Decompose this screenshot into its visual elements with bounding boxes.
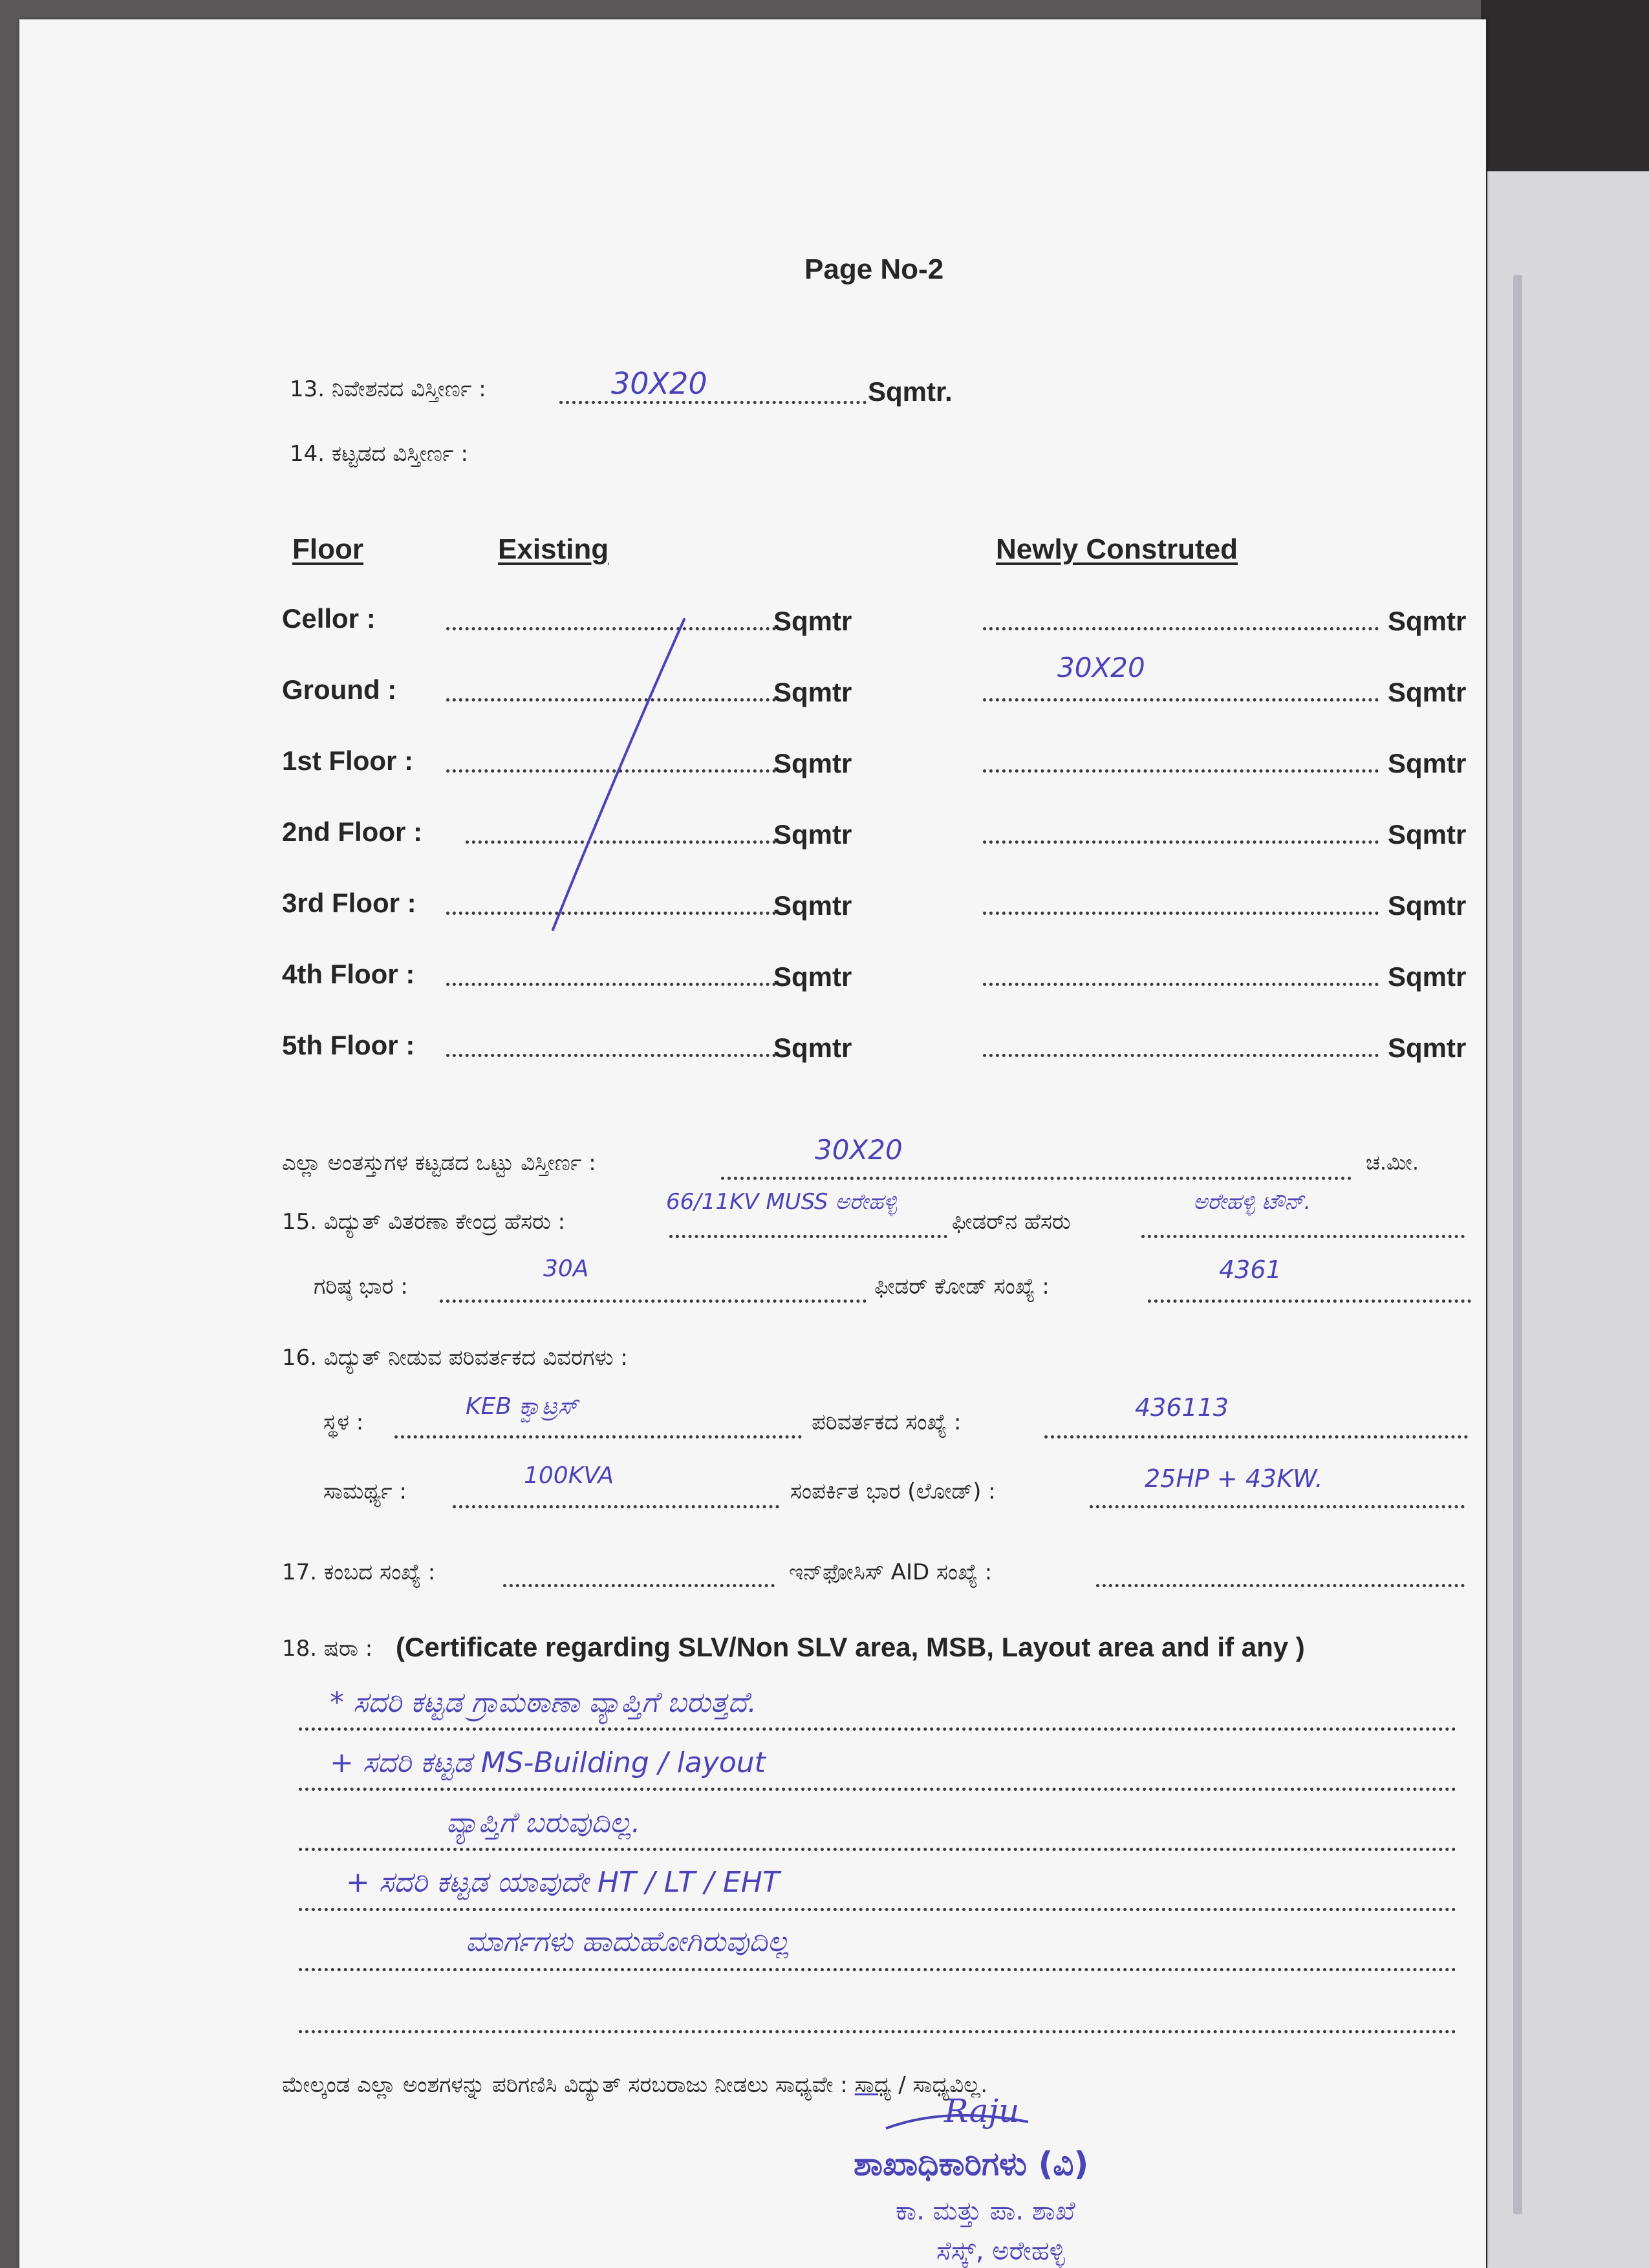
max-load-dotted-line [440,1300,867,1303]
connected-load-label: ಸಂಪರ್ಕಿತ ಭಾರ (ಲೋಡ್) : [790,1479,996,1504]
q13-value: 30X20 [611,366,707,401]
conclusion-text [282,2074,987,2096]
existing-dotted-line [446,698,776,701]
stamp-office: ಕಾ. ಮತ್ತು ಪಾ. ಶಾಖೆ [896,2196,1075,2226]
capacity-dotted-line [453,1505,779,1508]
floor-label: 1st Floor : [282,745,414,776]
feeder-value: ಅರೇಹಳ್ಳಿ ಟೌನ್. [1193,1189,1311,1215]
q15-label: 15. ವಿದ್ಯುತ್ ವಿತರಣಾ ಕೇಂದ್ರ ಹೆಸರು : [282,1209,566,1235]
underlying-page [1487,171,1649,2268]
conclusion-question: ಮೇಲ್ಕಂಡ ಎಲ್ಲಾ ಅಂಶಗಳನ್ನು ಪರಿಗಣಿಸಿ ವಿದ್ಯುತ್ ಸರಬರಾಜು ನೀಡಲು ಸಾಧ್ಯವೇ : [282,2072,848,2098]
q18-label: 18. ಷರಾ : [282,1636,373,1662]
existing-dotted-line [446,912,776,915]
existing-unit: Sqmtr [773,890,852,921]
infosys-aid-dotted-line [1096,1584,1465,1587]
option-possible: ಸಾಧ್ಯ [854,2072,892,2098]
remark-dotted-line [299,2030,1456,2033]
remark-line: ವ್ಯಾಪ್ತಿಗೆ ಬರುವುದಿಲ್ಲ. [446,1806,641,1839]
q17-label: 17. ಕಂಬದ ಸಂಖ್ಯೆ : [282,1559,436,1585]
transformer-no-value: 436113 [1135,1393,1229,1422]
connected-load-value: 25HP + 43KW. [1145,1464,1323,1493]
document-page [19,19,1486,2268]
page-number: Page No-2 [804,253,944,285]
existing-dotted-line [446,1054,776,1057]
q13-dotted-line [559,401,867,404]
remark-dotted-line [299,1788,1456,1791]
existing-dotted-line [466,840,776,844]
capacity-label: ಸಾಮರ್ಥ್ಯ : [323,1479,407,1504]
remark-line: + ಸದರಿ ಕಟ್ಟಡ MS-Building / layout [330,1746,766,1779]
stamp-location: ಸೆಸ್ಕ್, ಅರೇಹಳ್ಳಿ [936,2236,1065,2266]
max-load-value: 30A [543,1256,589,1282]
new-dotted-line [983,627,1379,630]
new-dotted-line [983,840,1379,844]
existing-dotted-line [446,983,776,986]
total-dotted-line [721,1177,1352,1180]
floor-label: 5th Floor : [282,1030,415,1060]
new-unit: Sqmtr [1388,606,1467,636]
existing-unit: Sqmtr [773,606,852,636]
remark-dotted-line [299,1908,1456,1911]
floor-label: Ground : [282,674,397,705]
new-dotted-line [983,1054,1379,1057]
header-floor: Floor [292,533,363,565]
transformer-no-dotted-line [1044,1435,1468,1439]
header-newly-constructed: Newly Construted [996,533,1238,565]
existing-unit: Sqmtr [773,961,852,992]
connected-load-dotted-line [1090,1505,1465,1508]
feeder-dotted-line [1141,1235,1465,1238]
existing-unit: Sqmtr [773,677,852,707]
remark-line: * ಸದರಿ ಕಟ್ಟಡ ಗ್ರಾಮಠಾಣಾ ವ್ಯಾಪ್ತಿಗೆ ಬರುತ್ತದೆ. [330,1686,757,1719]
q13-label: 13. ನಿವೇಶನದ ವಿಸ್ತೀರ್ಣ : [290,376,486,402]
place-dotted-line [394,1435,802,1439]
feeder-code-dotted-line [1148,1300,1471,1303]
floor-label: 2nd Floor : [282,817,422,847]
pole-no-dotted-line [503,1584,775,1587]
new-unit: Sqmtr [1388,677,1467,707]
remark-dotted-line [299,1848,1456,1851]
new-dotted-line [983,912,1379,915]
new-unit: Sqmtr [1388,748,1467,778]
total-area-label: ಎಲ್ಲಾ ಅಂತಸ್ತುಗಳ ಕಟ್ಟಡದ ಒಟ್ಟು ವಿಸ್ತೀರ್ಣ : [282,1150,596,1176]
header-existing: Existing [498,533,609,565]
new-dotted-line [983,698,1379,701]
max-load-label: ಗರಿಷ್ಠ ಭಾರ : [314,1274,408,1300]
q16-label: 16. ವಿದ್ಯುತ್ ನೀಡುವ ಪರಿವರ್ತಕದ ವಿವರಗಳು : [282,1345,628,1371]
station-dotted-line [669,1235,947,1238]
q14-label: 14. ಕಟ್ಟಡದ ವಿಸ್ತೀರ್ಣ : [290,441,468,467]
existing-dotted-line [446,769,776,773]
infosys-aid-label: ಇನ್‌ಫೋಸಿಸ್ AID ಸಂಖ್ಯೆ : [789,1559,993,1585]
feeder-label: ಫೀಡರ್‌ನ ಹೆಸರು [952,1209,1071,1235]
new-unit: Sqmtr [1388,1032,1467,1063]
remark-line: + ಸದರಿ ಕಟ್ಟಡ ಯಾವುದೇ HT / LT / EHT [346,1866,780,1899]
floor-label: 3rd Floor : [282,888,416,918]
q18-certificate-text: (Certificate regarding SLV/Non SLV area, MSB, Layout area and if any ) [396,1632,1305,1662]
option-separator: / [898,2072,906,2098]
new-unit: Sqmtr [1388,819,1467,850]
remark-dotted-line [299,1968,1456,1971]
place-value: KEB ಕ್ವಾಟ್ರಸ್ [466,1393,578,1420]
transformer-no-label: ಪರಿವರ್ತಕದ ಸಂಖ್ಯೆ : [812,1409,962,1435]
remark-line: ಮಾರ್ಗಗಳು ಹಾದುಹೋಗಿರುವುದಿಲ್ಲ [466,1925,790,1958]
existing-unit: Sqmtr [773,748,852,778]
existing-unit: Sqmtr [773,1032,852,1063]
floor-label: 4th Floor : [282,959,415,989]
remark-dotted-line [299,1728,1456,1731]
place-label: ಸ್ಥಳ : [323,1409,364,1435]
stamp-designation: ಶಾಖಾಧಿಕಾರಿಗಳು (ವಿ) [854,2145,1089,2183]
station-value: 66/11KV MUSS ಅರೇಹಳ್ಳಿ [666,1189,898,1215]
feeder-code-label: ಫೀಡರ್ ಕೋಡ್ ಸಂಖ್ಯೆ : [874,1274,1050,1300]
new-dotted-line [983,983,1379,986]
option-not-possible: ಸಾಧ್ಯವಿಲ್ಲ. [912,2072,988,2098]
q13-unit: Sqmtr. [868,376,953,407]
new-value: 30X20 [1057,652,1145,683]
total-area-unit: ಚ.ಮೀ. [1366,1150,1419,1175]
capacity-value: 100KVA [524,1462,614,1489]
new-unit: Sqmtr [1388,961,1467,992]
feeder-code-value: 4361 [1219,1256,1282,1284]
new-dotted-line [983,769,1379,773]
existing-dotted-line [446,627,776,630]
existing-unit: Sqmtr [773,819,852,850]
new-unit: Sqmtr [1388,890,1467,921]
total-area-value: 30X20 [815,1134,903,1166]
page-edge [1513,275,1522,2214]
signature: Raju [944,2092,1020,2130]
floor-label: Cellor : [282,603,376,634]
